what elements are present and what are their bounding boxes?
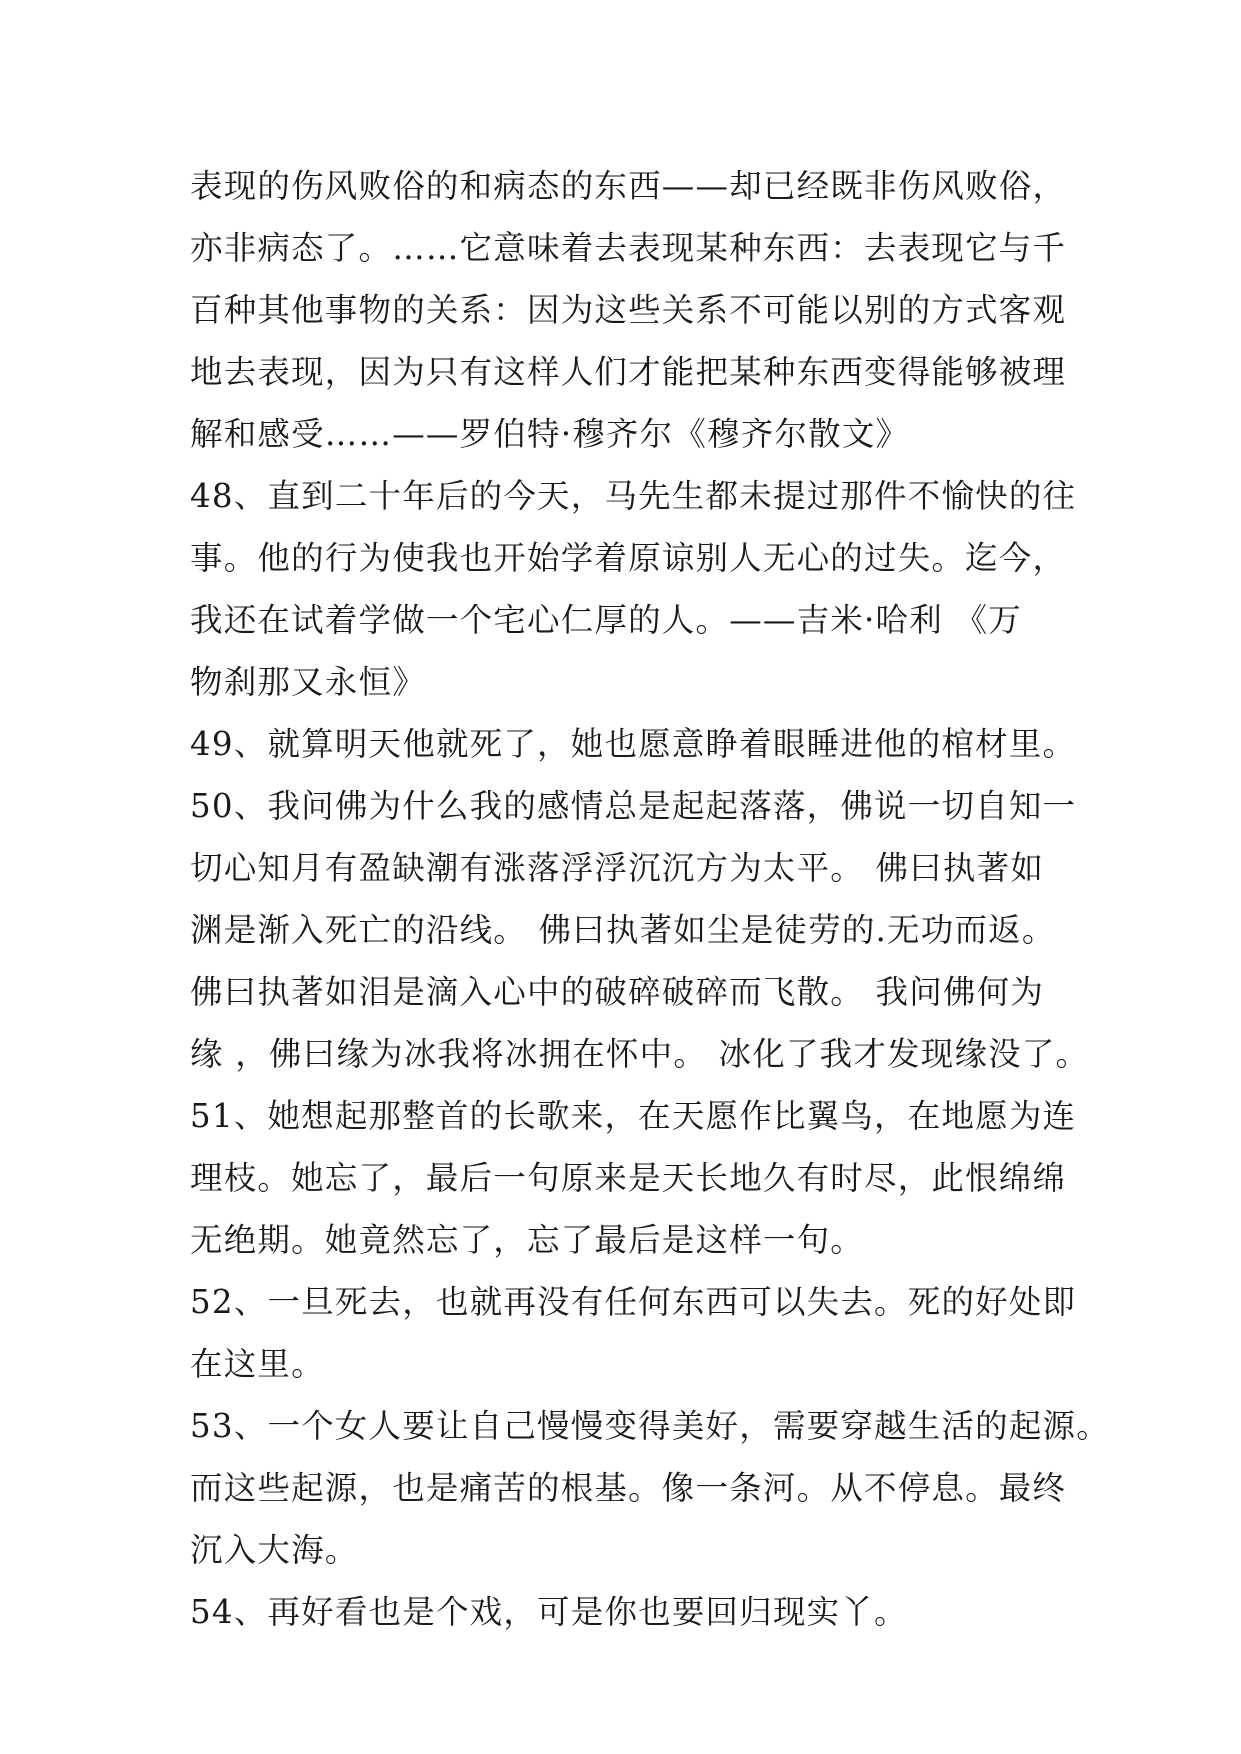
text-line: 54、再好看也是个戏，可是你也要回归现实丫。 bbox=[190, 1593, 908, 1631]
text-line: 亦非病态了。……它意味着去表现某种东西：去表现它与千 bbox=[190, 229, 1067, 267]
document-body bbox=[190, 155, 1110, 1643]
text-line: 物刹那又永恒》 bbox=[190, 663, 426, 701]
text-line: 49、就算明天他就死了，她也愿意睁着眼睡进他的棺材里。 bbox=[190, 725, 1077, 763]
text-line: 事。他的行为使我也开始学着原谅别人无心的过失。迄今， bbox=[190, 539, 1067, 577]
text-line: 50、我问佛为什么我的感情总是起起落落，佛说一切自知一 bbox=[190, 787, 1077, 825]
text-line: 在这里。 bbox=[190, 1345, 325, 1383]
text-line: 我还在试着学做一个宅心仁厚的人。——吉米·哈利 《万 bbox=[190, 601, 1022, 639]
text-line: 缘 ，佛曰缘为冰我将冰拥在怀中。 冰化了我才发现缘没了。 bbox=[190, 1035, 1090, 1073]
text-line: 理枝。她忘了，最后一句原来是天长地久有时尽，此恨绵绵 bbox=[190, 1159, 1067, 1197]
text-line: 48、直到二十年后的今天，马先生都未提过那件不愉快的往 bbox=[190, 477, 1077, 515]
text-line: 解和感受……——罗伯特·穆齐尔《穆齐尔散文》 bbox=[190, 415, 910, 453]
text-line: 切心知月有盈缺潮有涨落浮浮沉沉方为太平。 佛曰执著如 bbox=[190, 849, 1045, 887]
text-line: 53、一个女人要让自己慢慢变得美好，需要穿越生活的起源。 bbox=[190, 1407, 1110, 1445]
text-line: 地去表现，因为只有这样人们才能把某种东西变得能够被理 bbox=[190, 353, 1067, 391]
text-line: 而这些起源，也是痛苦的根基。像一条河。从不停息。最终 bbox=[190, 1469, 1067, 1507]
text-line: 沉入大海。 bbox=[190, 1531, 359, 1569]
text-line: 渊是渐入死亡的沿线。 佛曰执著如尘是徒劳的.无功而返。 bbox=[190, 911, 1056, 949]
text-line: 52、一旦死去，也就再没有任何东西可以失去。死的好处即 bbox=[190, 1283, 1077, 1321]
text-line: 表现的伤风败俗的和病态的东西——却已经既非伤风败俗， bbox=[190, 167, 1067, 205]
text-line: 51、她想起那整首的长歌来，在天愿作比翼鸟，在地愿为连 bbox=[190, 1097, 1077, 1135]
text-line: 无绝期。她竟然忘了，忘了最后是这样一句。 bbox=[190, 1221, 865, 1259]
text-line: 佛曰执著如泪是滴入心中的破碎破碎而飞散。 我问佛何为 bbox=[190, 973, 1045, 1011]
text-line: 百种其他事物的关系：因为这些关系不可能以别的方式客观 bbox=[190, 291, 1067, 329]
